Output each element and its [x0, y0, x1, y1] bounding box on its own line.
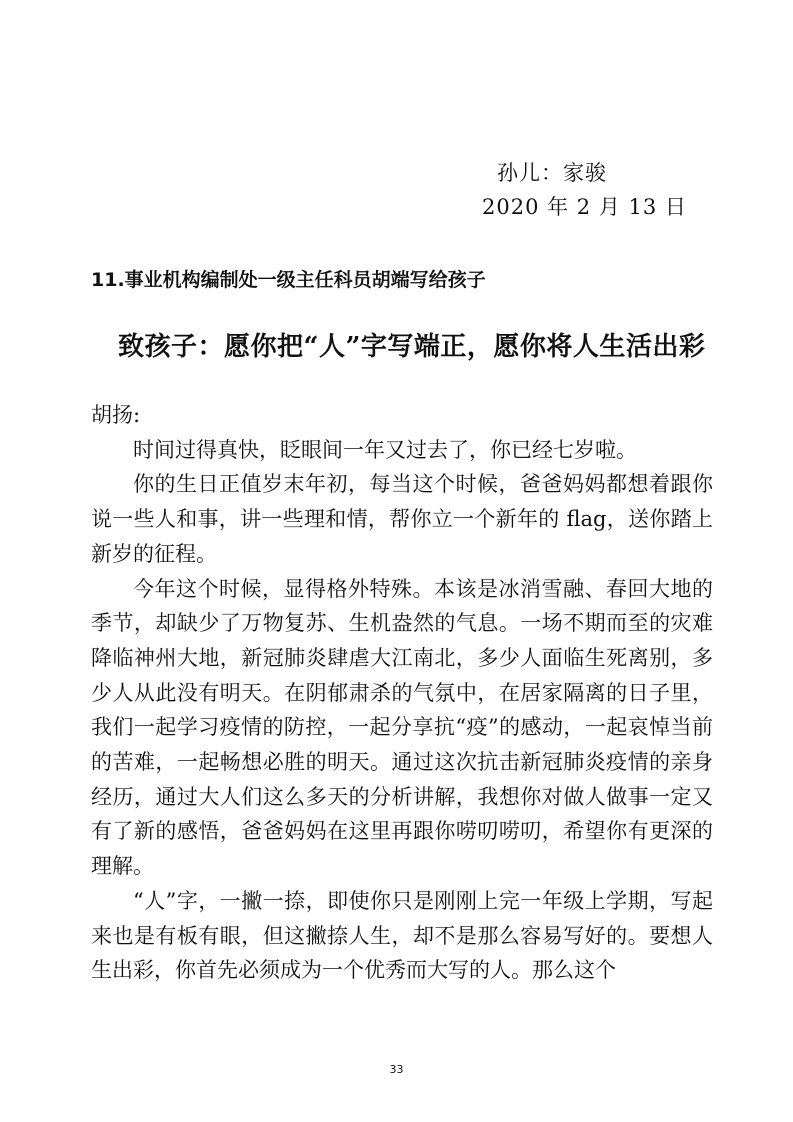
signature-date: 2020 年 2 月 13 日	[482, 195, 687, 219]
letter-title: 致孩子：愿你把“人”字写端正，愿你将人生活出彩	[118, 332, 706, 362]
section-heading: 11.事业机构编制处一级主任科员胡端写给孩子	[91, 269, 486, 291]
paragraph: 你的生日正值岁末年初，每当这个时候，爸爸妈妈都想着跟你说一些人和事，讲一些理和情，帮你立一个新年的 flag，送你踏上新岁的征程。	[91, 472, 713, 566]
paragraph: “人”字，一撇一捺，即使你只是刚刚上完一年级上学期，写起来也是有板有眼，但这撇捺人生，却不是那么容易写好的。要想人生出彩，你首先必须成为一个优秀而大写的人。那么这个	[91, 888, 713, 983]
letter-body	[91, 398, 713, 988]
paragraph: 时间过得真快，眨眼间一年又过去了，你已经七岁啦。	[133, 437, 637, 462]
signature-name: 孙儿：家骏	[497, 161, 607, 185]
paragraph: 今年这个时候，显得格外特殊。本该是冰消雪融、春回大地的季节，却缺少了万物复苏、生机盎然的气息。一场不期而至的灾难降临神州大地，新冠肺炎肆虐大江南北，多少人面临生死离别，多少人从此没有明天。在阴郁肃杀的气氛中，在居家隔离的日子里，我们一起学习疫情的防控，一起分享抗“疫”的感动，一起哀悼当前的苦难，一起畅想必胜的明天。通过这次抗击新冠肺炎疫情的亲身经历，通过大人们这么多天的分析讲解，我想你对做人做事一定又有了新的感悟，爸爸妈妈在这里再跟你唠叨唠叨，希望你有更深的理解。	[91, 576, 713, 879]
salutation: 胡扬:	[91, 403, 141, 427]
page-number: 33	[389, 1063, 404, 1076]
